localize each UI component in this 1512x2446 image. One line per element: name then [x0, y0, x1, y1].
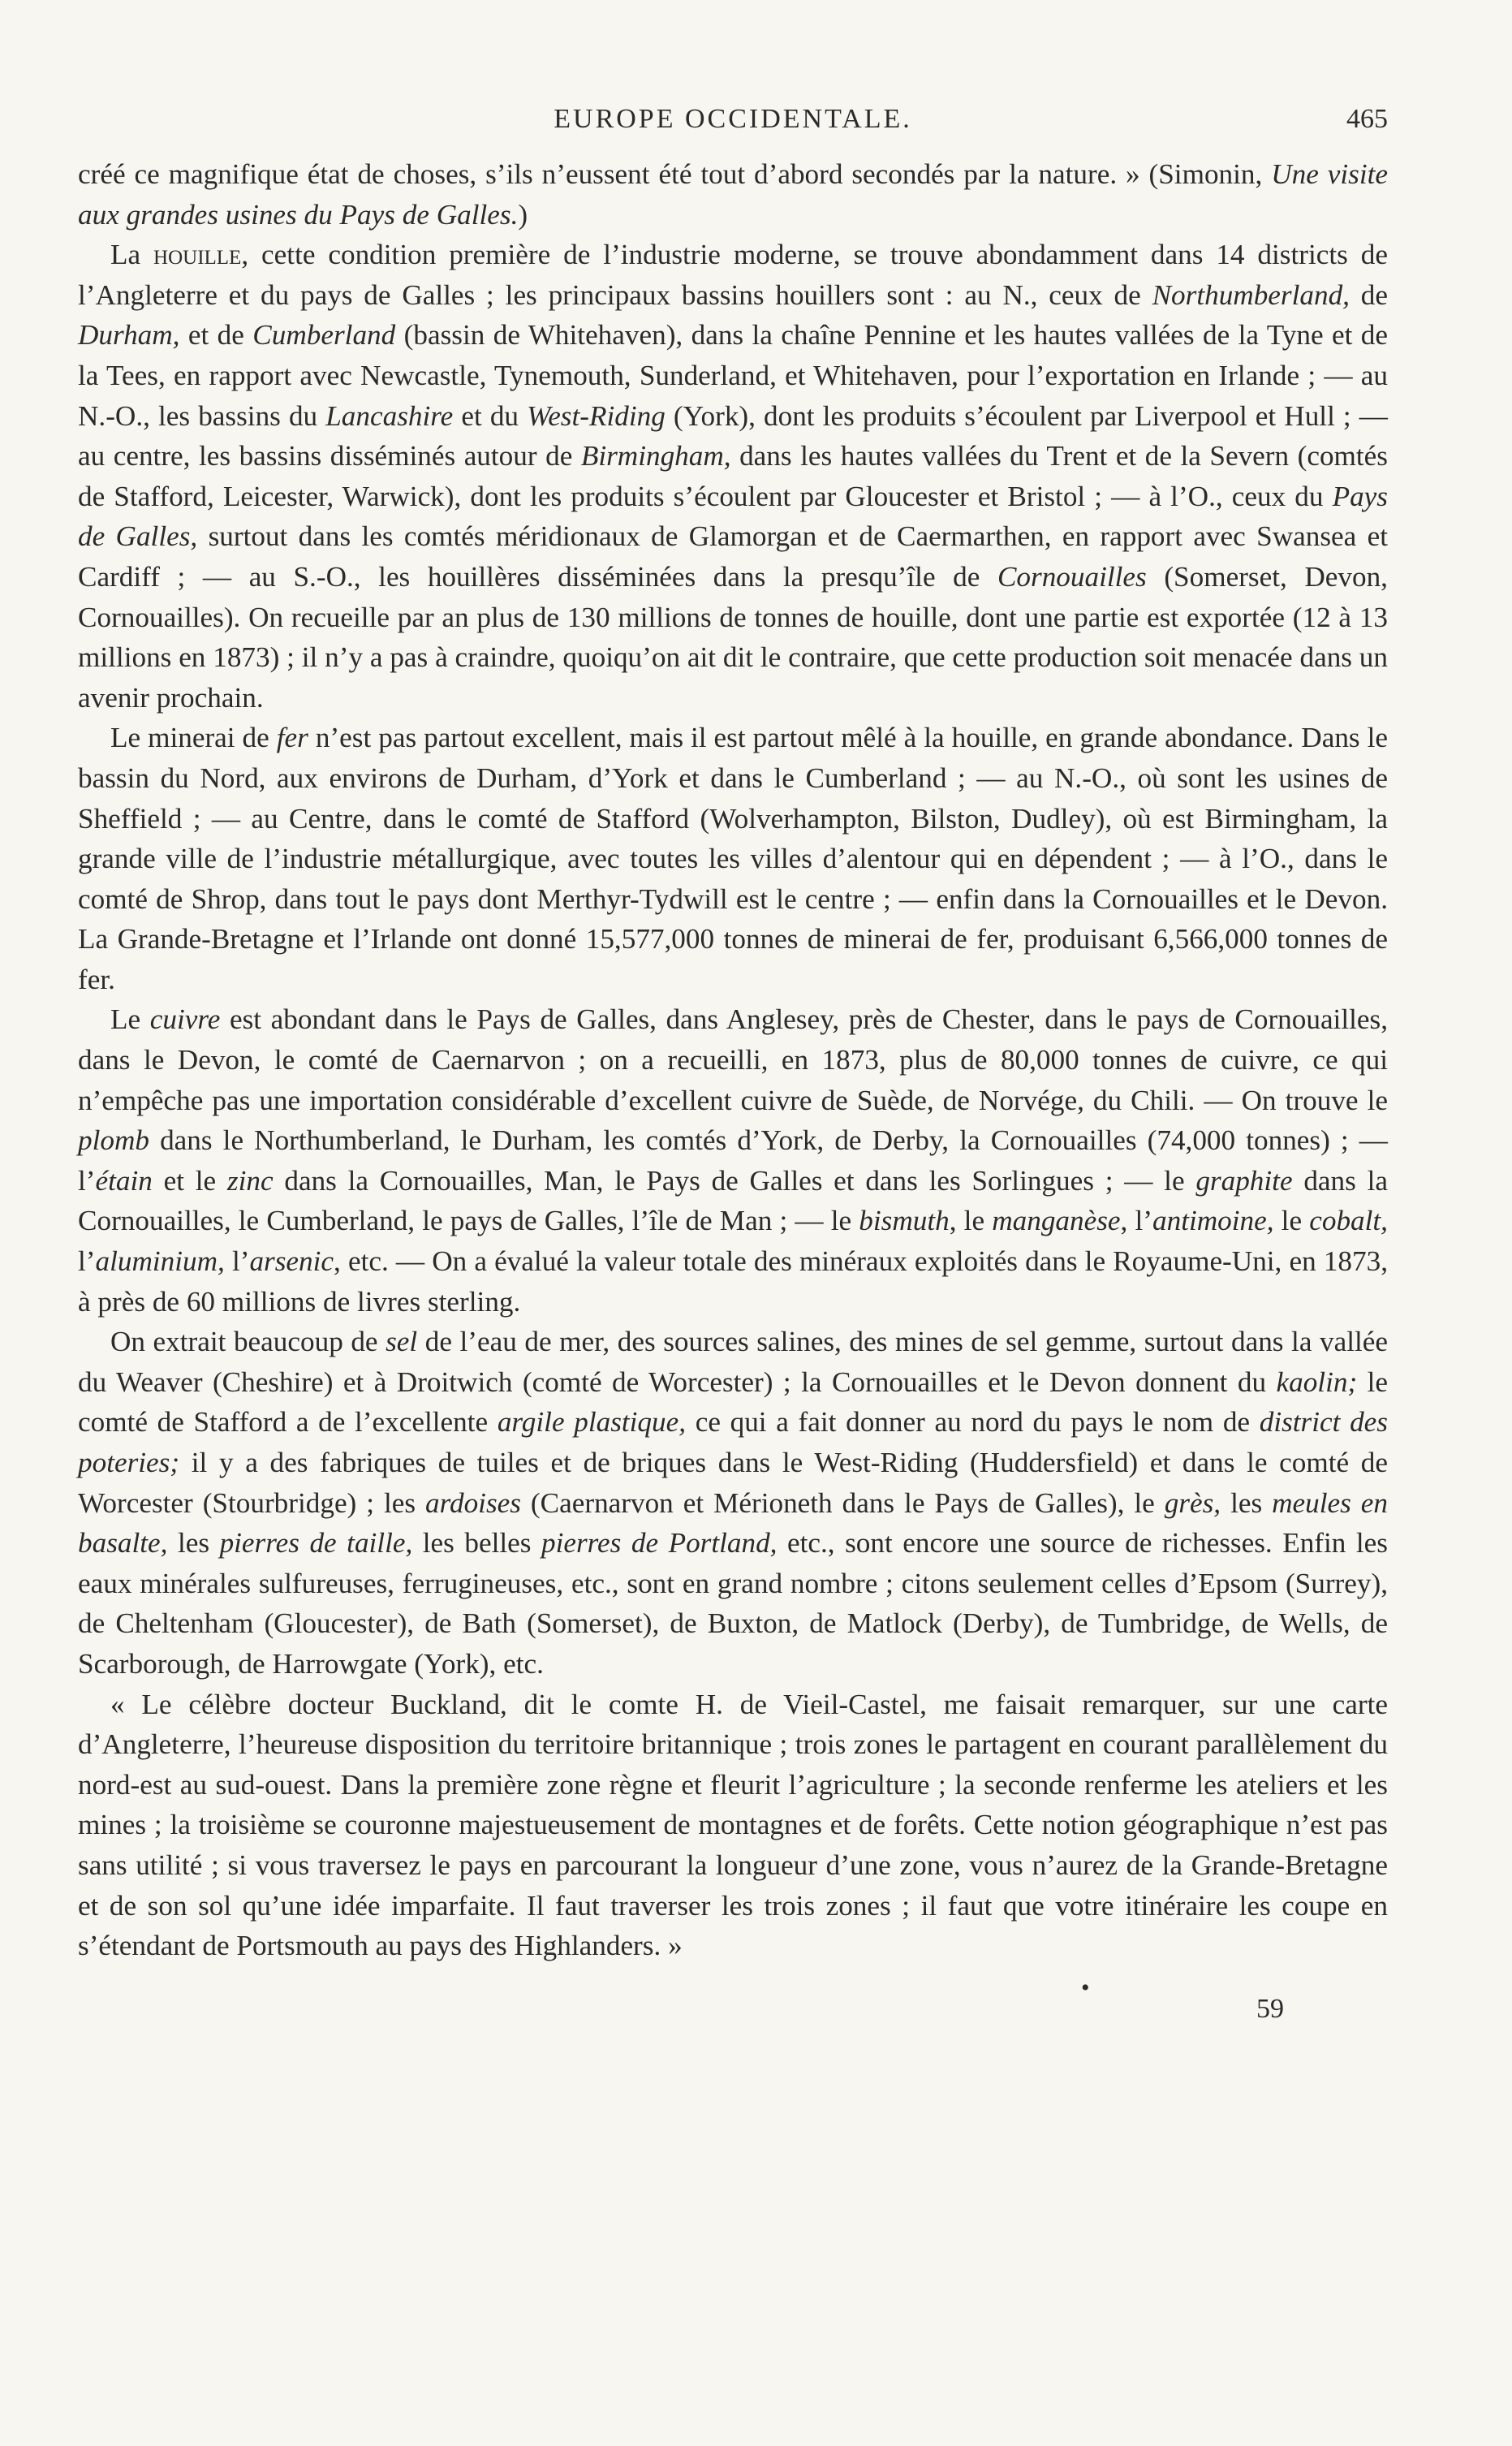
signature-number: 59 — [1256, 1993, 1284, 2024]
running-title: EUROPE OCCIDENTALE. — [554, 104, 912, 134]
text-body — [78, 154, 1388, 1966]
paragraph-houille: La houille, cette condition première de l’industrie moderne, se trouve abondamment dans 14 districts de l’Angleterre et du pays de Galles ; les principaux bassins houillers sont : au N., ceux de Northumberland, de Durham, et de Cumberland (bassin de Whitehaven), dans la chaîne Pennine et les hautes vallées de la Tyne et de la Tees, en rapport avec Newcastle, Tynemouth, Sunderland, et Whitehaven, pour l’exportation en Irlande ; — au N.-O., les bassins du Lancashire et du West-Riding (York), dont les produits s’écoulent par Liverpool et Hull ; — au centre, les bassins disséminés autour de Birmingham, dans les hautes vallées du Trent et de la Severn (comtés de Stafford, Leicester, Warwick), dont les produits s’écoulent par Gloucester et Bristol ; — à l’O., ceux du Pays de Galles, surtout dans les comtés méridionaux de Glamorgan et de Caermarthen, en rapport avec Swansea et Cardiff ; — au S.-O., les houillères disséminées dans la presqu’île de Cornouailles (Somerset, Devon, Cornouailles). On recueille par an plus de 130 millions de tonnes de houille, dont une partie est exportée (12 à 13 millions en 1873) ; il n’y a pas à craindre, quoiqu’on ait dit le contraire, que cette production soit menacée dans un avenir prochain. — [78, 239, 1389, 714]
page-footer — [78, 1974, 1388, 2051]
paragraph-fer: Le minerai de fer n’est pas partout excellent, mais il est partout mêlé à la houille, en grande abondance. Dans le bassin du Nord, aux environs de Durham, d’York et dans le Cumberland ; — au N.-O., où sont les usines de Sheffield ; — au Centre, dans le comté de Stafford (Wolverhampton, Bilston, Dudley), où est Birmingham, la grande ville de l’industrie métallurgique, avec toutes les villes d’alentour qui en dépendent ; — à l’O., dans le comté de Shrop, dans tout le pays dont Merthyr-Tydwill est le centre ; — enfin dans la Cornouailles et le Devon. La Grande-Bretagne et l’Irlande ont donné 15,577,000 tonnes de minerai de fer, produisant 6,566,000 tonnes de fer. — [78, 722, 1388, 995]
paragraph-simonin-quote: créé ce magnifique état de choses, s’ils n’eussent été tout d’abord secondés par la nature. » (Simonin, Une visite aux grandes usines du Pays de Galles.) — [78, 158, 1389, 231]
page-number: 465 — [1346, 104, 1388, 134]
page-header — [78, 96, 1388, 154]
printer-mark: • — [1081, 1974, 1090, 2001]
paragraph-cuivre: Le cuivre est abondant dans le Pays de Galles, dans Anglesey, près de Chester, dans le pays de Cornouailles, dans le Devon, le comté de Caernarvon ; on a recueilli, en 1873, plus de 80,000 tonnes de cuivre, ce qui n’empêche pas une importation considérable d’excellent cuivre de Suède, de Norvége, du Chili. — On trouve le plomb dans le Northumberland, le Durham, les comtés d’York, de Derby, la Cornouailles (74,000 tonnes) ; — l’étain et le zinc dans la Cornouailles, Man, le Pays de Galles et dans les Sorlingues ; — le graphite dans la Cornouailles, le Cumberland, le pays de Galles, l’île de Man ; — le bismuth, le manganèse, l’antimoine, le cobalt, l’aluminium, l’arsenic, etc. — On a évalué la valeur totale des minéraux exploités dans le Royaume-Uni, en 1873, à près de 60 millions de livres sterling. — [78, 1003, 1388, 1318]
paragraph-buckland-quote: « Le célèbre docteur Buckland, dit le comte H. de Vieil-Castel, me faisait remarquer, sur une carte d’Angleterre, l’heureuse disposition du territoire britannique ; trois zones le partagent en courant parallèlement du nord-est au sud-ouest. Dans la première zone règne et fleurit l’agriculture ; la seconde renferme les ateliers et les mines ; la troisième se couronne majestueusement de montagnes et de forêts. Cette notion géographique n’est pas sans utilité ; si vous traversez le pays en parcourant la longueur d’une zone, vous n’aurez de la Grande-Bretagne et de son sol qu’une idée imparfaite. Il faut traverser les trois zones ; il faut que votre itinéraire les coupe en s’étendant de Portsmouth au pays des Highlanders. » — [78, 1688, 1388, 1962]
page — [78, 96, 1388, 2051]
paragraph-sel: On extrait beaucoup de sel de l’eau de mer, des sources salines, des mines de sel gemme, surtout dans la vallée du Weaver (Cheshire) et à Droitwich (comté de Worcester) ; la Cornouailles et le Devon donnent du kaolin; le comté de Stafford a de l’excellente argile plastique, ce qui a fait donner au nord du pays le nom de district des poteries; il y a des fabriques de tuiles et de briques dans le West-Riding (Huddersfield) et dans le comté de Worcester (Stourbridge) ; les ardoises (Caernarvon et Mérioneth dans le Pays de Galles), le grès, les meules en basalte, les pierres de taille, les belles pierres de Portland, etc., sont encore une source de richesses. Enfin les eaux minérales sulfureuses, ferrugineuses, etc., sont en grand nombre ; citons seulement celles d’Epsom (Surrey), de Cheltenham (Gloucester), de Bath (Somerset), de Buxton, de Matlock (Derby), de Tumbridge, de Wells, de Scarborough, de Harrowgate (York), etc. — [78, 1326, 1388, 1680]
